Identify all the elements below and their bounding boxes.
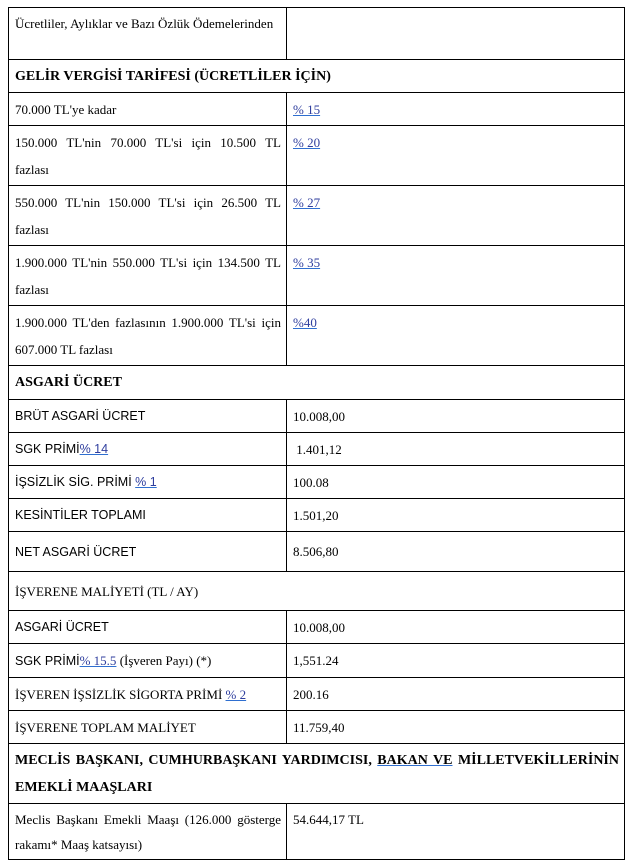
net-wage-value: 8.506,80	[287, 532, 625, 572]
sgk-premium-value	[287, 433, 625, 466]
unemployment-premium-cell	[9, 466, 287, 499]
table-row	[9, 611, 625, 644]
table-row	[9, 366, 625, 400]
table-row	[9, 400, 625, 433]
tax-rate-link[interactable]: % 20	[293, 135, 321, 150]
tax-bracket-label: 150.000 TL'nin 70.000 TL'si için 10.500 TL fazlası	[9, 126, 287, 186]
table-row	[9, 644, 625, 678]
table-row	[9, 8, 625, 60]
table-row	[9, 678, 625, 711]
sgk-premium-cell	[9, 433, 287, 466]
employer-total-label: İŞVERENE TOPLAM MALİYET	[9, 711, 287, 744]
pensions-heading-link[interactable]: BAKAN VE	[377, 753, 453, 768]
table-row	[9, 744, 625, 804]
tax-rate-link[interactable]: % 35	[293, 255, 321, 270]
employer-unemployment-value: 200.16	[287, 678, 625, 711]
employer-unemployment-rate-link[interactable]: % 2	[225, 687, 247, 702]
sgk-premium-label: SGK PRİMİ	[15, 442, 80, 456]
gross-wage-value: 10.008,00	[287, 400, 625, 433]
table-row	[9, 126, 625, 186]
pension-row-label: Meclis Başkanı Emekli Maaşı (126.000 gösterge rakamı* Maaş katsayısı)	[9, 804, 287, 860]
top-row-value	[287, 8, 625, 60]
tax-bracket-label: 70.000 TL'ye kadar	[9, 93, 287, 126]
table-row	[9, 572, 625, 611]
sgk-premium-amount: 1.401,12	[296, 442, 342, 457]
table-row	[9, 532, 625, 572]
pensions-heading-part1: MECLİS BAŞKANI, CUMHURBAŞKANI YARDIMCISI,	[15, 753, 378, 768]
tax-tariff-heading: GELİR VERGİSİ TARİFESİ (ÜCRETLİLER İÇİN)	[9, 60, 625, 93]
deductions-total-value: 1.501,20	[287, 499, 625, 532]
tax-rate-link[interactable]: % 27	[293, 195, 321, 210]
tax-rate-link[interactable]: %40	[293, 315, 317, 330]
pensions-heading-part2: MİLLETVEKİLLERİNİN EMEKLİ MAAŞLARI	[15, 753, 619, 795]
table-row	[9, 93, 625, 126]
employer-sgk-suffix: (İşveren Payı) (*)	[116, 653, 212, 668]
employer-cost-heading: İŞVERENE MALİYETİ (TL / AY)	[9, 572, 625, 611]
tax-bracket-label: 1.900.000 TL'den fazlasının 1.900.000 TL'si için 607.000 TL fazlası	[9, 306, 287, 366]
pensions-heading	[9, 744, 625, 804]
unemployment-rate-link[interactable]: % 1	[135, 475, 157, 489]
table-row	[9, 711, 625, 744]
employer-total-value: 11.759,40	[287, 711, 625, 744]
employer-unemployment-cell	[9, 678, 287, 711]
pension-row-value: 54.644,17 TL	[287, 804, 625, 860]
gross-wage-label: BRÜT ASGARİ ÜCRET	[9, 400, 287, 433]
table-row	[9, 804, 625, 860]
table-row	[9, 186, 625, 246]
table-row	[9, 246, 625, 306]
unemployment-premium-value: 100.08	[287, 466, 625, 499]
employer-sgk-rate-link[interactable]: % 15.5	[79, 653, 117, 668]
net-wage-label: NET ASGARİ ÜCRET	[9, 532, 287, 572]
employer-wage-label: ASGARİ ÜCRET	[9, 611, 287, 644]
table-row	[9, 306, 625, 366]
top-row-label: Ücretliler, Aylıklar ve Bazı Özlük Ödemelerinden	[9, 8, 287, 60]
employer-sgk-label: SGK PRİMİ	[15, 654, 80, 668]
tax-rate-link[interactable]: % 15	[293, 102, 321, 117]
employer-wage-value: 10.008,00	[287, 611, 625, 644]
table-row	[9, 60, 625, 93]
table-row	[9, 466, 625, 499]
employer-unemployment-label: İŞVEREN İŞSİZLİK SİGORTA PRİMİ	[15, 687, 226, 702]
minimum-wage-heading: ASGARİ ÜCRET	[9, 366, 625, 400]
employer-sgk-cell	[9, 644, 287, 678]
tax-bracket-label: 1.900.000 TL'nin 550.000 TL'si için 134.500 TL fazlası	[9, 246, 287, 306]
unemployment-premium-label: İŞSİZLİK SİG. PRİMİ	[15, 475, 136, 489]
tax-bracket-label: 550.000 TL'nin 150.000 TL'si için 26.500 TL fazlası	[9, 186, 287, 246]
table-row	[9, 499, 625, 532]
salary-tax-table	[8, 7, 625, 860]
table-row	[9, 433, 625, 466]
sgk-rate-link[interactable]: % 14	[79, 442, 109, 456]
employer-sgk-value: 1,551.24	[287, 644, 625, 678]
deductions-total-label: KESİNTİLER TOPLAMI	[9, 499, 287, 532]
